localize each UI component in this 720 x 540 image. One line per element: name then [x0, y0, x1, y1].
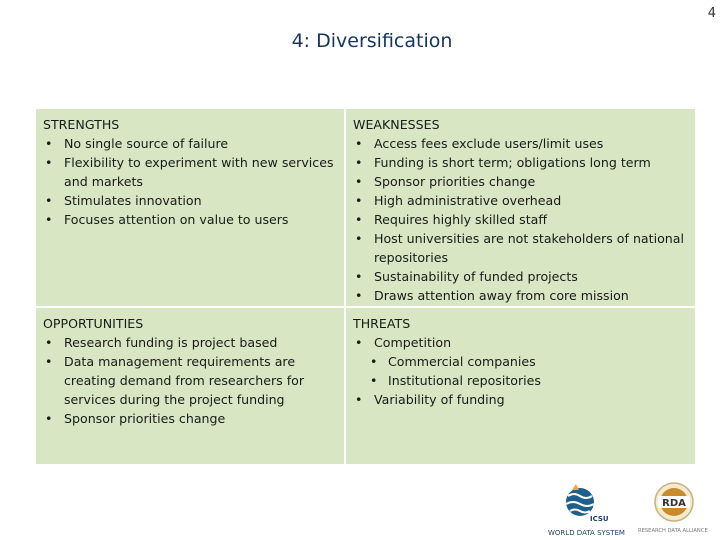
wds-name-text: WORLD DATA SYSTEM: [548, 529, 625, 537]
wds-top-text: ICSU: [590, 515, 609, 523]
weaknesses-heading: WEAKNESSES: [353, 117, 440, 132]
list-item: • Commercial companies: [353, 352, 689, 371]
rda-logo: [636, 480, 720, 540]
list-item: • Sponsor priorities change: [43, 409, 338, 428]
opportunities-quadrant: [36, 308, 344, 464]
list-item: [353, 333, 689, 352]
rda-mark-text: RDA: [662, 498, 686, 509]
list-item: • Variability of funding: [353, 390, 689, 409]
weaknesses-list: [353, 134, 689, 305]
list-item: • Focuses attention on value to users: [43, 210, 338, 229]
competition-sublist: [353, 352, 689, 390]
threats-list-continued: [353, 390, 689, 409]
page-number: 4: [707, 6, 716, 21]
list-item: • Sustainability of funded projects: [353, 267, 689, 286]
weaknesses-quadrant: [346, 109, 695, 306]
world-data-system-logo: [546, 482, 626, 540]
list-item: • Institutional repositories: [353, 371, 689, 390]
list-item: • No single source of failure: [43, 134, 338, 153]
list-item: • Data management requirements are creating demand from researchers for services during the project funding: [43, 352, 338, 409]
opportunities-list: [43, 333, 338, 428]
list-item: • Sponsor priorities change: [353, 172, 689, 191]
list-item: • Access fees exclude users/limit uses: [353, 134, 689, 153]
strengths-quadrant: [36, 109, 344, 306]
list-item: • Flexibility to experiment with new services and markets: [43, 153, 338, 191]
strengths-heading: STRENGTHS: [43, 117, 120, 132]
list-item: • Research funding is project based: [43, 333, 338, 352]
slide-title: 4: Diversification: [291, 30, 453, 52]
list-item: • Draws attention away from core mission: [353, 286, 689, 305]
strengths-list: [43, 134, 338, 229]
list-item: • Funding is short term; obligations long term: [353, 153, 689, 172]
list-item: • Host universities are not stakeholders of national repositories: [353, 229, 689, 267]
swot-grid: [36, 109, 695, 464]
rda-name-text: RESEARCH DATA ALLIANCE: [638, 528, 708, 534]
threats-heading: THREATS: [353, 316, 411, 331]
threat-competition: Competition: [374, 335, 452, 350]
threats-list: [353, 333, 689, 352]
list-item: • High administrative overhead: [353, 191, 689, 210]
footer-logos: [540, 480, 720, 540]
list-item: • Stimulates innovation: [43, 191, 338, 210]
list-item: • Requires highly skilled staff: [353, 210, 689, 229]
opportunities-heading: OPPORTUNITIES: [43, 316, 144, 331]
threats-quadrant: [346, 308, 695, 464]
